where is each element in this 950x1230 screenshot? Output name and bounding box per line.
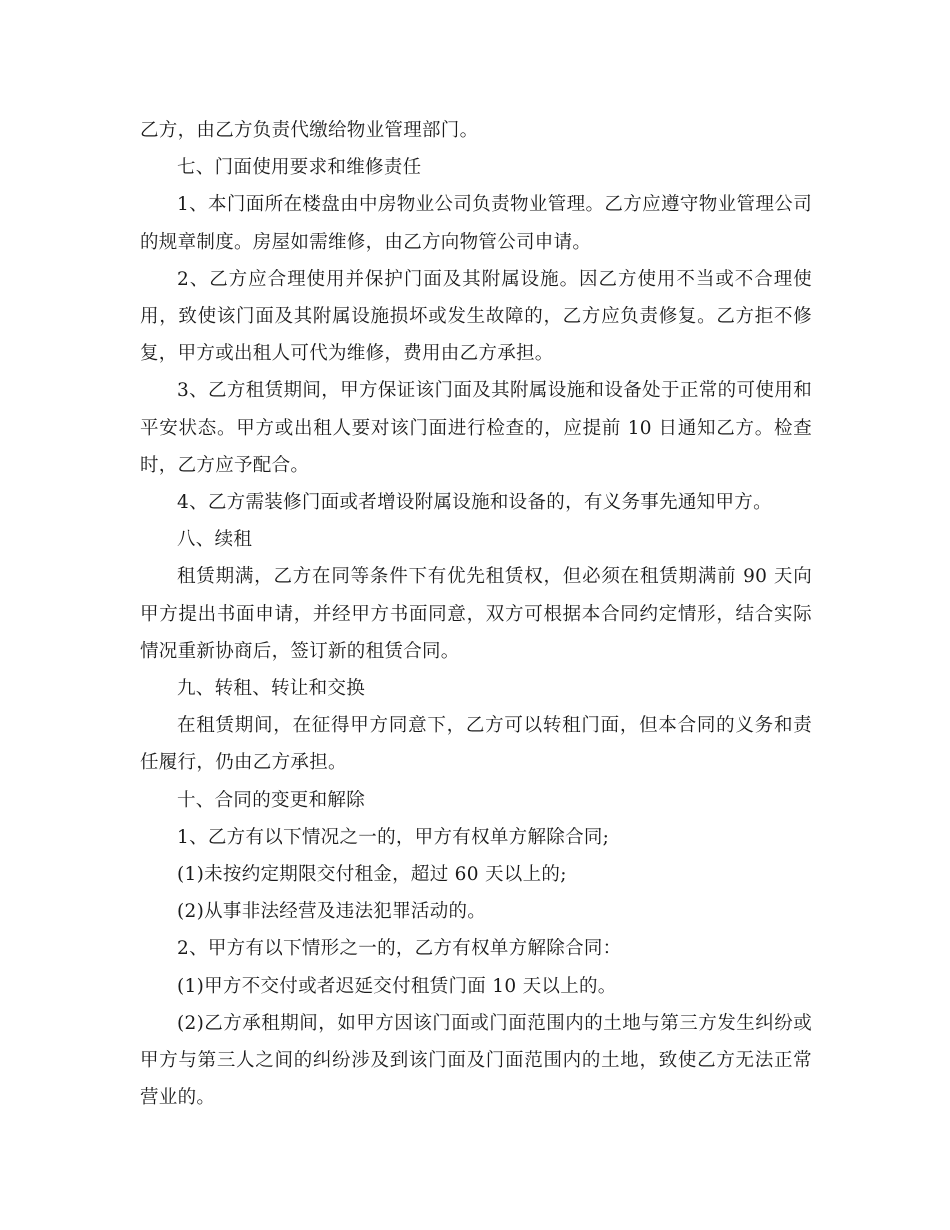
list-item: (2)乙方承租期间，如甲方因该门面或门面范围内的土地与第三方发生纠纷或甲方与第三人之间的纠纷涉及到该门面及门面范围内的土地，致使乙方无法正常营业的。 (140, 1012, 812, 1109)
list-item: (2)从事非法经营及违法犯罪活动的。 (177, 901, 487, 923)
list-item: (1)甲方不交付或者迟延交付租赁门面 10 天以上的。 (177, 975, 617, 997)
paragraph: 2、乙方应合理使用并保护门面及其附属设施。因乙方使用不当或不合理使用，致使该门面及其附属设施损坏或发生故障的，乙方应负责修复。乙方拒不修复，甲方或出租人可代为维修，费用由乙方承担。 (140, 268, 812, 365)
paragraph: 乙方，由乙方负责代缴给物业管理部门。 (140, 120, 479, 141)
paragraph: 租赁期满，乙方在同等条件下有优先租赁权，但必须在租赁期满前 90 天向甲方提出书面申请，并经甲方书面同意，双方可根据本合同约定情形，结合实际情况重新协商后，签订新的租赁合同。 (140, 566, 812, 662)
section-heading: 十、合同的变更和解除 (177, 789, 366, 811)
paragraph: 4、乙方需装修门面或者增设附属设施和设备的，有义务事先通知甲方。 (177, 492, 772, 514)
paragraph: 1、乙方有以下情况之一的，甲方有权单方解除合同; (177, 826, 610, 848)
section-heading: 八、续租 (177, 529, 253, 551)
list-item: (1)未按约定期限交付租金，超过 60 天以上的; (177, 864, 567, 886)
document-body (140, 112, 812, 1116)
paragraph: 2、甲方有以下情形之一的，乙方有权单方解除合同： (177, 938, 622, 960)
section-heading: 九、转租、转让和交换 (177, 678, 366, 700)
paragraph: 在租赁期间，在征得甲方同意下，乙方可以转租门面，但本合同的义务和责任履行，仍由乙方承担。 (140, 715, 812, 774)
paragraph: 3、乙方租赁期间，甲方保证该门面及其附属设施和设备处于正常的可使用和平安状态。甲方或出租人要对该门面进行检查的，应提前 10 日通知乙方。检查时，乙方应予配合。 (140, 380, 812, 476)
paragraph: 1、本门面所在楼盘由中房物业公司负责物业管理。乙方应遵守物业管理公司的规章制度。房屋如需维修，由乙方向物管公司申请。 (140, 194, 812, 253)
section-heading: 七、门面使用要求和维修责任 (177, 157, 422, 179)
